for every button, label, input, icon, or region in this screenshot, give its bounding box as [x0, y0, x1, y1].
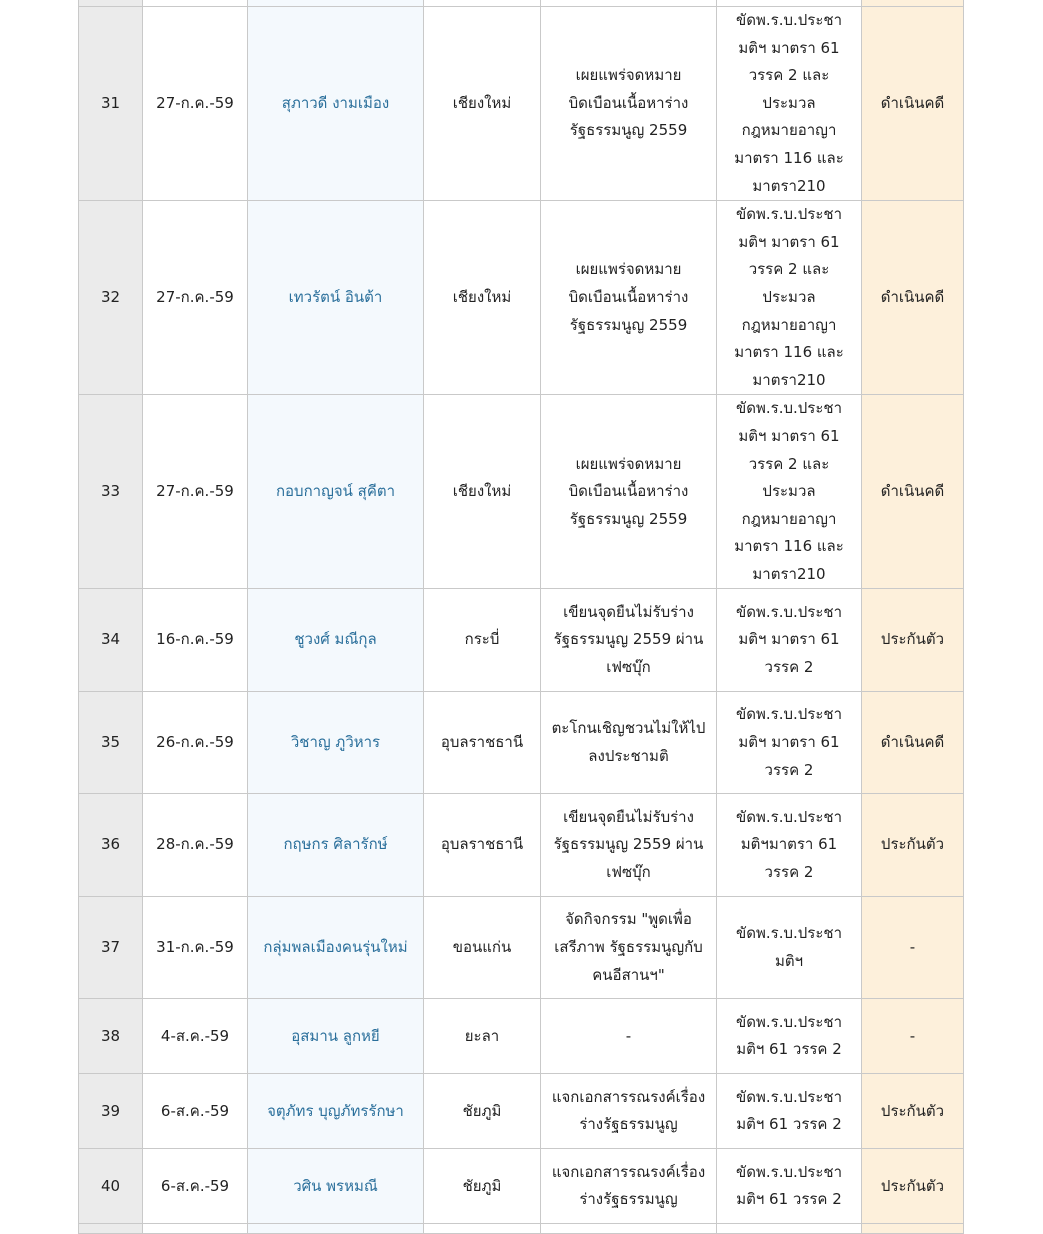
table-row	[79, 691, 964, 794]
cell-action-text: ตะโกนเชิญชวนไม่ให้ไป ลงประชามติ	[551, 719, 706, 765]
cell-number-text: 34	[100, 630, 121, 649]
cell-number	[79, 794, 143, 897]
cell-date	[143, 1074, 248, 1149]
cell-status	[862, 7, 964, 201]
cell-status	[862, 999, 964, 1074]
cell-date	[143, 395, 248, 589]
cell-status	[862, 691, 964, 794]
cell-province	[424, 691, 541, 794]
cell-number-text: 35	[100, 732, 121, 751]
table-row	[79, 999, 964, 1074]
person-name-link[interactable]: กอบกาญจน์ สุคีตา	[275, 482, 396, 501]
cell-action	[541, 395, 717, 589]
cell-status-text: -	[909, 937, 916, 956]
cell-action-text: เขียนจุดยืนไม่รับร่าง รัฐธรรมนูญ 2559 ผ่าน เฟซบุ๊ก	[553, 602, 704, 677]
cell-date-text: 4-ส.ค.-59	[160, 1026, 230, 1045]
cell-name	[248, 201, 424, 395]
cell-action-text: -	[625, 1026, 632, 1045]
cell-charge	[717, 589, 862, 692]
cell-action	[541, 896, 717, 999]
cell-province	[424, 999, 541, 1074]
cell-number-text: 40	[100, 1176, 121, 1195]
cell-number-text: 37	[100, 937, 121, 956]
cell-name	[248, 7, 424, 201]
cell-charge	[717, 896, 862, 999]
cell-action	[541, 589, 717, 692]
cell-action-text: แจกเอกสารรณรงค์เรื่อง ร่างรัฐธรรมนูญ	[551, 1162, 706, 1209]
cell-date	[143, 896, 248, 999]
cell-status-text: ประกันตัว	[880, 835, 945, 854]
person-name-link[interactable]: เทวรัตน์ อินต้า	[288, 287, 383, 306]
cell-date-text: 27-ก.ค.-59	[156, 93, 234, 112]
cell-action-text: เผยแพร่จดหมาย บิดเบือนเนื้อหาร่าง รัฐธรรมนูญ 2559	[568, 66, 689, 140]
table-row	[79, 896, 964, 999]
cell-date	[143, 1149, 248, 1224]
cell-number	[79, 589, 143, 692]
cell-number-text: 39	[100, 1101, 121, 1120]
cell-name	[248, 794, 424, 897]
cell-date-text: 6-ส.ค.-59	[160, 1176, 230, 1195]
cell-action	[541, 1074, 717, 1149]
cell-charge-text: ขัดพ.ร.บ.ประชา มติฯมาตรา 61 วรรค 2	[735, 807, 842, 882]
person-name-link[interactable]: สุภาวดี งามเมือง	[281, 93, 390, 112]
cell-charge-text: ขัดพ.ร.บ.ประชา มติฯ มาตรา 61 วรรค 2	[735, 705, 842, 779]
cell-number	[79, 691, 143, 794]
table-row	[79, 1074, 964, 1149]
cell-charge-text: ขัดพ.ร.บ.ประชา มติฯ	[735, 924, 842, 970]
cell-number	[79, 896, 143, 999]
cell-charge	[717, 1074, 862, 1149]
person-name-link[interactable]: ชูวงศ์ มณีกุล	[294, 630, 377, 649]
cell-date	[143, 999, 248, 1074]
cell-province-text: ชัยภูมิ	[462, 1101, 502, 1120]
cell-province-text: ขอนแก่น	[452, 937, 512, 956]
cell-province-text: เชียงใหม่	[452, 287, 512, 306]
cell-charge	[717, 7, 862, 201]
cell-charge-text: ขัดพ.ร.บ.ประชา มติฯ 61 วรรค 2	[735, 1087, 842, 1134]
cell-province-text: เชียงใหม่	[452, 482, 512, 501]
cell-charge-text: ขัดพ.ร.บ.ประชา มติฯ 61 วรรค 2	[735, 1012, 842, 1059]
cell-date	[143, 589, 248, 692]
cell-action	[541, 7, 717, 201]
cell-province	[424, 794, 541, 897]
cell-date	[143, 794, 248, 897]
cell-action	[541, 691, 717, 794]
cell-status	[862, 896, 964, 999]
cell-number	[79, 1074, 143, 1149]
cell-province	[424, 7, 541, 201]
cell-number-text: 31	[100, 93, 121, 112]
cell-date-text: 6-ส.ค.-59	[160, 1101, 230, 1120]
cell-status-text: ประกันตัว	[880, 1101, 945, 1120]
person-name-link[interactable]: วศิน พรหมณี	[293, 1176, 378, 1195]
cell-status-text: ดำเนินคดี	[880, 482, 945, 501]
cell-status	[862, 794, 964, 897]
cell-date-text: 27-ก.ค.-59	[156, 482, 234, 501]
cell-province-text: อุบลราชธานี	[440, 835, 524, 854]
cell-status	[862, 201, 964, 395]
cell-number	[79, 7, 143, 201]
cell-number-text: 38	[100, 1026, 121, 1045]
cell-province-text: ยะลา	[464, 1026, 500, 1045]
cell-date	[143, 691, 248, 794]
table-body	[79, 0, 964, 1234]
cell-charge-text: ขัดพ.ร.บ.ประชา มติฯ 61 วรรค 2	[735, 1162, 842, 1209]
cell-action	[541, 794, 717, 897]
person-name-link[interactable]: กลุ่มพลเมืองคนรุ่นใหม่	[263, 937, 408, 956]
cell-status-text: ประกันตัว	[880, 630, 945, 649]
cell-charge-text: ขัดพ.ร.บ.ประชา มติฯ มาตรา 61 วรรค 2 และประมวล กฎหมายอาญา มาตรา 116 และ มาตรา210	[734, 399, 844, 583]
cell-name	[248, 896, 424, 999]
cell-date-text: 27-ก.ค.-59	[156, 287, 234, 306]
cell-status-text: -	[909, 1026, 916, 1045]
case-table-container	[78, 0, 963, 1234]
cell-status-text: ประกันตัว	[880, 1176, 945, 1195]
cell-name	[248, 395, 424, 589]
cell-number-text: 32	[100, 287, 121, 306]
cell-number	[79, 1149, 143, 1224]
cell-date	[143, 7, 248, 201]
cell-charge-text: ขัดพ.ร.บ.ประชา มติฯ มาตรา 61 วรรค 2 และประมวล กฎหมายอาญา มาตรา 116 และ มาตรา210	[734, 11, 844, 195]
table-row	[79, 201, 964, 395]
cell-charge	[717, 395, 862, 589]
table-row	[79, 7, 964, 201]
cell-province-text: ชัยภูมิ	[462, 1176, 502, 1195]
cell-province-text: อุบลราชธานี	[440, 732, 524, 751]
person-name-link[interactable]: จตุภัทร บุญภัทรรักษา	[267, 1101, 404, 1120]
cell-number	[79, 999, 143, 1074]
cell-number-text: 36	[100, 835, 121, 854]
cell-status	[862, 395, 964, 589]
cell-province	[424, 201, 541, 395]
person-name-link[interactable]: อุสมาน ลูกหยี	[291, 1026, 380, 1045]
cell-charge-text: ขัดพ.ร.บ.ประชา มติฯ มาตรา 61 วรรค 2	[735, 602, 842, 677]
cell-action-text: เผยแพร่จดหมาย บิดเบือนเนื้อหาร่าง รัฐธรรมนูญ 2559	[568, 454, 689, 528]
cell-status	[862, 1074, 964, 1149]
cell-name	[248, 589, 424, 692]
table-row	[79, 1149, 964, 1224]
table-row-partial-bottom	[79, 1224, 964, 1234]
cell-charge	[717, 1149, 862, 1224]
cell-charge-text: ขัดพ.ร.บ.ประชา มติฯ มาตรา 61 วรรค 2 และประมวล กฎหมายอาญา มาตรา 116 และ มาตรา210	[734, 205, 844, 389]
cell-date-text: 26-ก.ค.-59	[156, 732, 234, 751]
cell-province	[424, 589, 541, 692]
table-row	[79, 395, 964, 589]
cell-action-text: จัดกิจกรรม "พูดเพื่อ เสรีภาพ รัฐธรรมนูญกับ คนอีสานฯ"	[554, 910, 703, 984]
cell-status-text: ดำเนินคดี	[880, 732, 945, 751]
cell-province	[424, 896, 541, 999]
cell-action-text: แจกเอกสารรณรงค์เรื่อง ร่างรัฐธรรมนูญ	[551, 1087, 706, 1134]
cell-action	[541, 999, 717, 1074]
table-row	[79, 794, 964, 897]
cell-action	[541, 1149, 717, 1224]
cell-charge	[717, 999, 862, 1074]
cell-date-text: 31-ก.ค.-59	[156, 937, 234, 956]
cell-name	[248, 1074, 424, 1149]
cell-date-text: 28-ก.ค.-59	[156, 835, 234, 854]
cell-action	[541, 201, 717, 395]
cell-name	[248, 999, 424, 1074]
cell-status-text: ดำเนินคดี	[880, 93, 945, 112]
person-name-link[interactable]: กฤษกร ศิลารักษ์	[283, 835, 388, 854]
cell-number-text: 33	[100, 482, 121, 501]
cell-date	[143, 201, 248, 395]
person-name-link[interactable]: วิชาญ ภูวิหาร	[290, 732, 381, 751]
cell-number	[79, 201, 143, 395]
cell-action-text: เผยแพร่จดหมาย บิดเบือนเนื้อหาร่าง รัฐธรรมนูญ 2559	[568, 260, 689, 334]
cell-name	[248, 691, 424, 794]
cell-action-text: เขียนจุดยืนไม่รับร่าง รัฐธรรมนูญ 2559 ผ่าน เฟซบุ๊ก	[553, 807, 704, 882]
cell-charge	[717, 794, 862, 897]
cell-name	[248, 1149, 424, 1224]
cell-province	[424, 395, 541, 589]
cell-province-text: กระบี่	[464, 630, 500, 649]
cell-province	[424, 1149, 541, 1224]
cell-province	[424, 1074, 541, 1149]
cell-province-text: เชียงใหม่	[452, 93, 512, 112]
table-row	[79, 589, 964, 692]
cell-charge	[717, 201, 862, 395]
cell-status-text: ดำเนินคดี	[880, 287, 945, 306]
cell-status	[862, 589, 964, 692]
referendum-cases-table	[78, 0, 964, 1234]
cell-status	[862, 1149, 964, 1224]
cell-number	[79, 395, 143, 589]
cell-charge	[717, 691, 862, 794]
cell-date-text: 16-ก.ค.-59	[156, 630, 234, 649]
